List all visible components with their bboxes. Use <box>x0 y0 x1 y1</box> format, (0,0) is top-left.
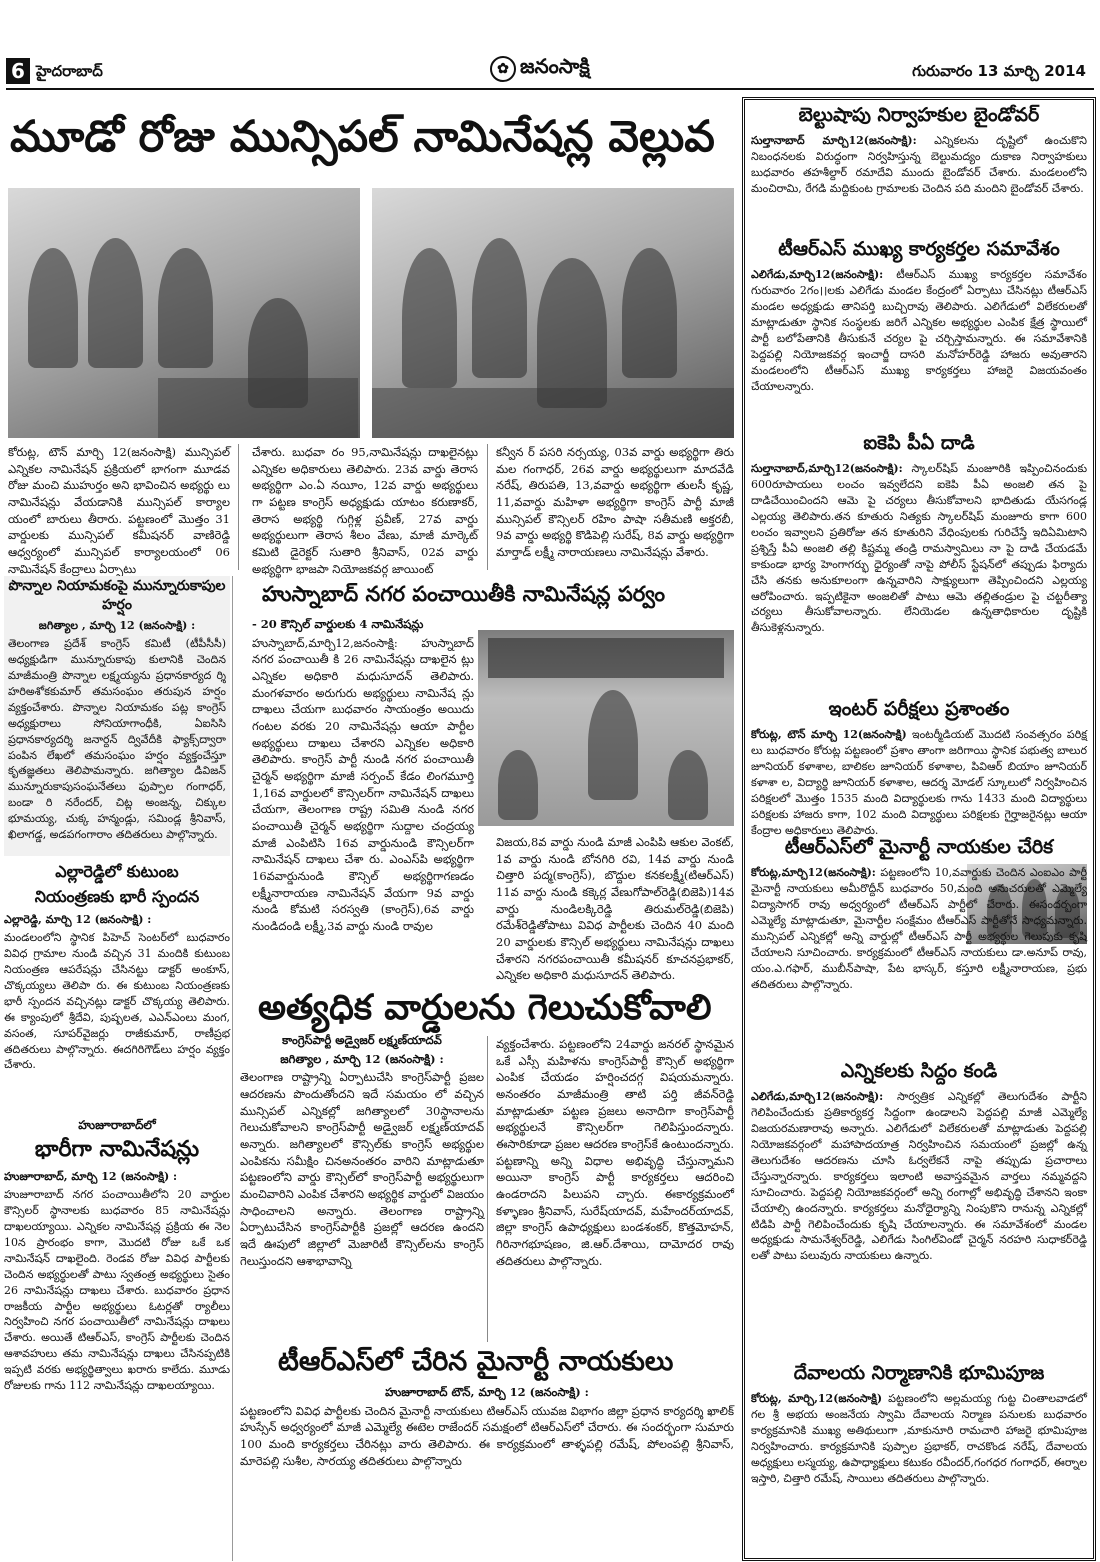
wards-col-1-text: తెలంగాణ రాష్ట్రాన్ని ఏర్పాటుచేసి కాంగ్రెస్‌పార్టీ ప్రజల ఆదరణను పొందుతోందని ఇదే సమయం లో వచ్చిన మున్సిపల్ ఎన్నికల్లో జగిత్యాలలో 30స్థానాలను గెలుచుకోవాలని కాంగ్రెస్‌పార్టీ అడ్వైజర్ లక్ష్మణ్‌యాదవ్ అన్నారు. జగిత్యాలలో కౌన్సిల్‌కు కాంగ్రెస్ అభ్యర్థుల ఎంపికను సమీక్షిం చినఅనంతరం వారిని మాట్లాడుతూ పట్టణంలోని వార్డు కౌన్సిల్‌లో కాంగ్రెస్‌పార్టీ అభ్యర్థులుగా మంచివారిని ఎంపిక చేశారని అభ్యర్థిక వార్డులో విజయం సాధించాలని అన్నారు. తెలంగాణ రాష్ట్రాన్ని ఏర్పాటుచేసిన కాంగ్రెస్‌పార్టీకి ప్రజల్లో ఆదరణ ఉందని ఇదే ఊపులో జిల్లాలో మెజారిటీ కౌన్సిల్‌లను కాంగ్రెస్ గెలుస్తుందని ఆశాభావాన్ని <box>240 1070 484 1268</box>
lead-col-1 <box>8 444 230 576</box>
ellareddy-dateline: ఎల్లారెడ్డి, మార్చి 12 (జనంసాక్షి) : <box>4 913 152 926</box>
huzurabad-article <box>4 1118 230 1558</box>
page-header <box>0 0 1100 92</box>
husnabad-col-1-text: హుస్నాబాద్,మార్చి12,జనంసాక్షి: హుస్నాబాద్ నగర పంచాయితీ కి 26 నామినేషన్లు దాఖలైన ట్లు ఎన్నికల అధికారి మధుసూదన్ తెలిపారు. మంగళవారం అరుగురు అభ్యర్థులు నామినేష న్లు దాఖలు చేయగా బుధవారం సాయంత్రం అయిదు గంటల వరకు 20 నామినేషన్లు ఆయా పార్టీల అభ్యర్థులు దాఖలు చేశారని ఎన్నికల అధికారి తెలిపారు. కాంగ్రెస్ పార్టీ నుండి నగర పంచాయితీ చైర్మన్ అభ్యర్థిగా మాజీ సర్పంచ్ కేడం లింగమూర్తి 1,16వ వార్డులలో కౌన్సిలర్‌గా నామినేషన్ దాఖలు చేయగా, తెలంగాణ రాష్ట్ర సమితి నుండి నగర పంచాయితీ చైర్మన్ అభ్యర్థిగా సుద్దాల చంద్రయ్య మాజీ ఎంపిటిసి 16వ వార్డునుండి కౌన్సిలర్‌గా నామినేషన్ దాఖలు చేశా రు. ఎంఎస్‌పి అభ్యర్థిగా 16వవార్డునుండి కౌన్సిల్ అభ్యర్థిగాగణడం లక్ష్మీనారాయణ నామినేషన్ వేయగా 9వ వార్డు నుండి కోమటి సరస్వతి (కాంగ్రెస్),6వ వార్డు నుండిదండి లక్ష్మీ,3వ వార్డు నుండి రావుల <box>252 635 474 934</box>
right-article-3-dateline: సుల్తానాబాద్,మార్చి12(జనంసాక్షి): <box>751 462 903 475</box>
lead-col-1-text: కోరుట్ల, టౌన్ మార్చి 12(జనంసాక్షి) మున్సిపల్ ఎన్నికల నామినేషన్ ప్రక్రియలో భాగంగా మూడవ రోజు మంచి ముహుర్తం అని భావించిన అభ్యర్థు లు నామినేషన్లు వేయడానికి మున్సిపల్ కార్యాల యంలో బారులు తీరారు. పట్టణంలో మొత్తం 31 వార్డులకు మున్సిపల్ కమీషనర్ వాణిరెడ్డి ఆధ్వర్యంలో మున్సిపల్ కార్యాలయంలో 06 నామినేషన్ కేంద్రాలు ఏర్పాటు <box>8 445 230 576</box>
column-rule <box>487 444 488 570</box>
minority-headline: టీఆర్ఎస్‌లో చేరిన మైనార్టీ నాయకులు <box>278 1346 674 1377</box>
wards-dateline: జగిత్యాల , మార్చి 12 (జనంసాక్షి) : <box>280 1051 444 1066</box>
huzurabad-dateline: హుజూరాబాద్, మార్చి 12 (జనంసాక్షి) : <box>4 1170 178 1183</box>
right-article-4-body: ఇంటర్మీడియట్ మొదటి సంవత్సరం పరిక్ష లు బుధవారం కోరుట్ల పట్టణంలో ప్రశాం తాంగా జరిగాయి స్థానిక పభుత్వ బాలుర జూనియర్ కళాశాల, బాలికల జూనియర్ కళాశాల, పివిఆర్ బియాం జూనియర్ కళాశా ల, విద్యార్థి జూనియర్ కళాశాల, ఆదర్శ మోడల్ స్కూలులో నిర్వహించిన పరిక్షలలో మొత్తం 1535 మంది విద్యార్థులకు గాను 1433 మంది విద్యార్థులు పరిక్షలకు హాజరు కాగా, 102 మంది విద్యార్థులు పరిక్షలకు గైర్హాజరైనట్లు ఆయా కేంద్రాల అధికారులు తెలిపారు. <box>751 728 1087 837</box>
right-article-3-headline: ఐకెపి పీఏ దాడి <box>863 432 975 454</box>
ellareddy-headline-1: ఎల్లారెడ్డిలో కుటుంబ <box>55 862 179 881</box>
lead-col-3-text: కన్వీన ర్ పసరి నర్సయ్య, 03వ వార్డు అభ్యర్థిగా తిరు మల గంగాధర్, 26వ వార్డు అభ్యర్థులుగా మాదవేడి నరేష్, తిరుపతి, 13,వవార్డు అభ్యర్థిగా తులసీ కృష్ణ, 11,వవార్డు మహిళా అభ్యర్థిగా కాంగ్రెస్ పార్టీ మాజీ మున్సిపల్ కౌన్సిలర్ రహిం పాషా సతీమణి అక్తరబీ, 9వ వార్డు అభ్యర్థి కొడిపెల్లి సురేష్, 8వ వార్డు అభ్యర్థిగా మార్తాడ్ లక్ష్మీ నారాయణలు నామినేషన్లు వేశారు. <box>496 445 734 560</box>
lead-photo-2 <box>372 188 734 438</box>
ellareddy-body: మండలంలోని స్థానిక పిహెచ్ సెంటర్‌లో బుధవారం వివిధ గ్రామాల నుండి వచ్చిన 31 మందికి కుటుంబ నియంత్రణ ఆపరేషన్లు చేసినట్టు డాక్టర్ అంకూస్, చొక్కయ్యలు తెలిపా రు. ఈ కుటుంబ నియంత్రణకు భారీ స్పందన వచ్చినట్లు డాక్టర్ చొక్కయ్య తెలిపారు. ఈ క్యాంపులో శ్రీదేవి, పుష్పలత, ఎఎన్ఎంలు మంగ, వసంత, సూపర్‌వైజర్లు రాజీకుమార్, రాణీప్రభ తదితరులు పాల్గొన్నారు. ఈదగిరిగౌడ్‌లు హర్షం వ్యక్తం చేశారు. <box>4 930 230 1072</box>
wards-col-1 <box>240 1032 484 1342</box>
lead-col-3 <box>496 444 734 570</box>
ponnala-article <box>4 576 230 856</box>
lead-headline: మూడో రోజు మున్సిపల్ నామినేషన్ల వెల్లువ <box>10 112 715 162</box>
wards-col-2-text: వ్యక్తంచేశారు. పట్టణంలోని 24వార్డు జనరల్ స్థానమైన ఒకే ఎస్సీ మహిళను కాంగ్రెస్‌పార్టీ కౌన్సిల్ అభ్యర్థిగా ఎంపిక చేయడం హర్షించదగ్గ విషయమన్నారు. అనంతరం మాజీమంత్రి తాటి పర్తి జీవన్‌రెడ్డి మాట్లాడుతూ పట్టణ ప్రజలు అనాదిగా కాంగ్రెస్‌పార్టీ అభ్యర్థులనే కౌన్సిలర్‌గా గెలిపిస్తుందన్నారు. ఈసారికూడా ప్రజల ఆదరణ కాంగ్రెస్‌కే ఉంటుందన్నారు. పట్టణాన్ని అన్ని విధాల అభివృద్ధి చేస్తున్నామని అయినా కాంగ్రెస్ పార్టీ కార్యకర్తలు ఆదరించి ఉండరాదని పిలుపని చ్చారు. ఈకార్యక్రమంలో కళ్ళాణం శ్రీనివాస్, సురేష్‌యాదవ్, మహేందర్‌యాదవ్, జిల్లా కాంగ్రెస్ ఉపాధ్యక్షులు బండశంకర్, కొత్తమోహన్, గిరినాగభూషణం, జి.ఆర్.దేశాయి, దామోదర రావు తదితరులు పాల్గొన్నారు. <box>496 1037 734 1268</box>
right-article-4-headline: ఇంటర్ పరీక్షలు ప్రశాంతం <box>828 698 1010 720</box>
header-rule <box>6 88 1094 90</box>
right-article-3-body: స్కాలర్‌షిప్ మంజూరికి ఇప్పించినందుకు 600రూపాయలు లంచం ఇవ్వలేదని ఐకెపి పీఏ అంజలి తన పై దాడిచేయించిందని ఆమె పై చర్యలు తీసుకోవాలని భాదితుడు యేసగండ్ల ఎల్లయ్య తెలిపారు.తన కూతురు నిత్యకు స్కాలర్‌షిప్ మంజూరు కాగా 600 లంచం ఇవ్వాలని ప్రతిరోజు తన కూతురిని వేధింపులకు గురిచేస్తే ఇదిఏమిటాని ప్రశ్నిస్తే పీఏ అంజలి తల్లి కిష్టమ్మ తండ్రి రామస్వామిలు నా పై దాడి చేయడమే కాకుండా భార్య హెంగాగర్భు ధైర్యంతో నాపై పోలీస్ స్టేషన్‌లో తప్పుడు ఫిర్యాదు చేసి తనకు అనుకూలంగా ఉన్నవారిని సాక్ష్యులుగా తెప్పించిందని ఎల్లయ్య ఆరోపించారు. ఇప్పటికైనా అంజలితో పాటు ఆమె తల్లితండ్రుల పై చట్టరీత్యా చర్యలు తీసుకోవాలన్నారు. లేనియెడల ఉన్నతాధికారుల దృష్టికి తీసుకెళ్లనున్నారు. <box>751 462 1087 635</box>
husnabad-headline: హుస్నాబాద్ నగర పంచాయితీకి నామినేషన్ల పర్వం <box>262 582 666 606</box>
right-article-6-headline: ఎన్నికలకు సిద్దం కండి <box>840 1060 998 1082</box>
right-article-4 <box>751 696 1087 837</box>
right-article-6 <box>751 1058 1087 1360</box>
husnabad-subhead: - 20 కౌన్సిల్ వార్డులకు 4 నామినేషన్లు <box>252 617 424 631</box>
right-article-7 <box>751 1360 1087 1556</box>
huzurabad-headline: భారీగా నామినేషన్లు <box>34 1137 200 1162</box>
column-rule <box>238 444 239 570</box>
right-article-3 <box>751 430 1087 694</box>
husnabad-col-2 <box>496 834 734 983</box>
lotus-logo-icon: ✿ <box>490 56 516 82</box>
minority-body-block <box>240 1384 734 1558</box>
right-article-7-body: పట్టణంలోని అల్లమయ్య గుట్ట చింతాలవాడలో గల శ్రీ అభయ అంజనేయ స్వామి దేవాలయ నిర్మాణ పనులకు బుధవారం కార్యక్రమానికి ముఖ్య అతిథులుగా ,మాకునూరి రామచారి హాజరై భూమిపూజ నిర్వహించారు. కార్యక్రమానికి పుప్పాల ప్రభాకర్, రాచకొండ నరేష్, దేవాలయ అధ్యక్షులు లస్మయ్య, ఉపాధ్యాక్షులు కటుకం రవీందర్,గంగధర గంగాధర్, ఈర్నాల ఇస్తారి, చిత్తారి రమేష్, సాయిలు తదితరులు పాల్గొన్నారు. <box>751 1392 1087 1485</box>
right-article-6-dateline: ఎలిగేడు,మార్చి12(జనంసాక్షి): <box>751 1090 884 1103</box>
right-article-4-dateline: కోరుట్ల, టౌన్ మార్చి 12(జనంసాక్షి) <box>751 728 907 741</box>
masthead <box>490 54 590 83</box>
right-article-1-dateline: సుల్తానాబాద్ మార్చి12(జనంసాక్షి): <box>751 134 917 147</box>
right-article-5-dateline: కోరుట్ల,మార్చి12(జనంసాక్షి): <box>751 866 876 879</box>
right-article-2-dateline: ఎలిగేడు,మార్చి12(జనంసాక్షి): <box>751 268 884 281</box>
right-article-1 <box>751 102 1087 232</box>
right-article-1-body: ఎన్నికలను దృష్టిలో ఉంచుకొని నిబంధనలకు విరుద్ధంగా నిర్వహిస్తున్న బెల్టుమద్యం దుకాణ నిర్వాహకులు బుధవారం తహశీల్దార్ రమాదేవి ముందు బైండోవర్ చేశారు. మండలంలోని మంచిరామి, రేగడి మద్దికుంట గ్రామాలకు చెందిన పది మందిని బైండోవర్ చేశారు. <box>751 134 1087 195</box>
ellareddy-article <box>4 860 230 1118</box>
right-article-6-body: సార్వత్రిక ఎన్నికల్లో తెలుగుదేశం పార్టీని గెలిపించేందుకు ప్రతికార్యకర్త సిద్దంగా ఉండాలని పెద్దపల్లి మాజీ ఎమ్మెల్యే విజయరమణారావు అన్నారు. ఎలిగేడులో విలేకరులతో మాట్లాడుతు పెద్దపల్లి నియోజకవర్గంలో మహాపాదయాత్ర నిర్వహించిన సమయంలో ప్రజల్లో ఉన్న తెలుగుదేశం ఆదరణను చూసి ఓర్వలేకనే నాపై తప్పుడు ప్రచారాలు చేస్తున్నారన్నారు. కార్యకర్తలు ఇలాంటి అవాస్తవమైన వార్తలు నమ్మవద్దని సూచించారు. పెద్దపల్లి నియోజకవర్గంలో అన్ని రంగాల్లో అభివృద్ధి చేశానని ఇంకా చేయాల్సి ఉందన్నారు. కార్యకర్తలు మనోధైర్యాన్ని నింపుకొని రానున్న ఎన్నికల్లో టిడిపి పార్టీ గెలిపించేందుకు కృషి చేయాలన్నారు. ఈ సమావేశంలో మండల అధ్యక్షుడు సామనేశ్వర్‌రెడ్డి, ఎలిగేడు సింగిల్‌విండో చైర్మన్ నరహరి సుధాకర్‌రెడ్డి లతో పాటు పలువురు నాయకులు ఉన్నారు. <box>751 1090 1088 1263</box>
issue-date: గురువారం 13 మార్చి 2014 <box>912 62 1086 80</box>
right-article-1-headline: బెల్టుషాపు నిర్వాహకుల బైండోవర్ <box>798 104 1040 126</box>
right-article-7-headline: దేవాలయ నిర్మాణానికి భూమిపూజ <box>793 1362 1045 1384</box>
wards-byline: కాంగ్రెస్‌పార్టీ అడ్వైజర్ లక్ష్మణ్‌యాదవ్ <box>282 1033 442 1047</box>
huzurabad-body: హుజూరాబాద్ నగర పంచాయితీలోని 20 వార్డుల కౌన్సిలర్ స్థానాలకు బుధవారం 85 నామినేషన్లు దాఖలయ్యాయి. ఎన్నికల నామినేషన్ల ప్రక్రియ ఈ నెల 10న ప్రారంభం కాగా, మొదటి రోజు ఒకే ఒక నామినేషన్ దాఖలైంది. రెండవ రోజు వివిధ పార్టీలకు చెందిన అభ్యర్థులతో పాటు స్వతంత్ర అభ్యర్థులు సైతం 26 నామినేషన్లు దాఖలు చేశారు. బుధవారం ప్రధాన రాజకీయ పార్టీల అభ్యర్థులు ఓటర్లతో ర్యాలీలు నిర్వహించి నగర పంచాయితీలో నామినేషన్లు దాఖలు చేశారు. అయితే టిఆర్ఎస్, కాంగ్రెస్ పార్టీలకు చెందిన ఆశావహులు తమ నామినేషన్లు దాఖలు చేసినప్పటికి ఇప్పటి వరకు అభ్యర్థిత్వాలు ఖరారు కాలేదు. మూడు రోజులకు గాను 112 నామినేషన్లు దాఖలయ్యాయి. <box>4 1187 230 1393</box>
city-label: హైదరాబాద్ <box>36 62 103 80</box>
right-article-5 <box>751 834 1087 1054</box>
husnabad-photo <box>478 630 734 826</box>
ponnala-headline: పొన్నాల నియామకంపై మున్నూరుకాపుల హర్షం <box>8 578 226 613</box>
huzurabad-kicker: హుజూరాబాద్‌లో <box>78 1118 156 1132</box>
right-article-5-body: పట్టణంలోని 10,వవార్డుకు చెందిన ఎంఐఎం పార్టీ మైనార్టీ నాయకులు అమీరొద్దీన్ బుధవారం 50,మంది అనుచరులతో ఎమ్మెల్యే విద్యాసాగర్ రావు అధ్వర్యంలో టీఆర్ఎస్ పార్టీలో చేరారు. ఈసందర్బంగా ఎమ్మెల్యే మాట్లాడుతూ, మైనార్టీల సంక్షేమం టీఆర్ఎస్ పార్టీతోనే సాధ్యమన్నారు. మున్సిపల్ ఎన్నికల్లో అన్ని వార్డుల్లో టీఆర్ఎస్ పార్టీ అభ్యర్థుల గెలుపుకు కృషి చేయాలని సూచించారు. కార్యక్రమంలో టీఆర్ఎస్ నాయకులు డా.అనూప్ రావు, యం.ఎ.గఫార్, ముబీన్‌పాషా, పేట భాస్కర్, కస్తూరి లక్ష్మీనారాయణ, ప్రభు తదితరులు పాల్గొన్నారు. <box>751 866 1088 991</box>
lead-photo-1 <box>8 188 360 438</box>
wards-headline: అత్యధిక వార్డులను గెలుచుకోవాలి <box>258 988 712 1028</box>
minority-body: పట్టణంలోని వివిధ పార్టీలకు చెందిన మైనార్టీ నాయకులు టిఆర్ఎస్ యువజ విభాగం జిల్లా ప్రధాన కార్యదర్శి ఖాలిక్ హుస్సేన్ అధ్వర్యంలో మాజీ ఎమ్మెల్యే ఈటెల రాజేందర్ సమక్షంలో టిఆర్ఎస్‌లో చేరారు. ఈ సందర్భంగా సుమారు 100 మంది కార్యకర్తలు చేరినట్లు వారు తెలిపారు. ఈ కార్యక్రమంలో తాళ్ళపల్లి రమేష్, పోలంపల్లి శ్రీనివాస్, మారెపల్లి సుశీల, సారయ్య తదితరులు పాల్గొన్నారు <box>240 1403 734 1468</box>
right-article-7-dateline: కోరుట్ల, మార్చి,12(జనంసాక్షి) <box>751 1392 883 1405</box>
page-number: 6 <box>6 58 30 84</box>
lead-col-2-text: చేశారు. బుధవా రం 95,నామినేషన్లు దాఖలైనట్లు ఎన్నికల అధికారులు తెలిపారు. 23వ వార్డు తెరాస అభ్యర్థిగా ఎం.ఏ నయీం, 12వ వార్డు అభ్యర్థులు గా పట్టణ కాంగ్రెస్ అధ్యక్షుడు యాటం కరుణాకర్, తెరాస అభ్యర్థి గుగ్గిళ్ల ప్రవీణ్, 27వ వార్డు అభ్యర్థులుగా తెరాస శీలం వేణు, మాజీ మార్కెట్ కమిటి డైరెక్టర్ సుతారి శ్రీనివాస్, 02వ వార్డు అభ్యర్థిగా భాజపా నియోజకవర్గ జాయింట్ <box>252 445 478 576</box>
right-article-2-body: టీఆర్ఎస్ ముఖ్య కార్యకర్తల సమావేశం గురువారం 2గం।।లకు ఎలిగేడు మండల కేంద్రంలో ఏర్పాటు చేసినట్లు టీఆర్ఎస్ మండల అధ్యక్షుడు తానిపర్తి బుచ్చిరావు తెలిపారు. ఎలిగేడులో విలేకరులతో మాట్లాడుతూ స్థానిక సంస్థలకు జరిగే ఎన్నికల అభ్యర్థుల ఎంపిక క్షేత్ర స్థాయిలో పార్టీ బలోపేతానికి తీసుకునే చర్యల పై చర్చిస్తామన్నారు. ఈ సమావేశానికి పెద్దపల్లి నియోజకవర్గ ఇంచార్జీ దాసరి మనోహర్‌రెడ్డి హాజరు అవుతారని మండలంలోని టీఆర్ఎస్ ముఖ్య కార్యకర్తలు హాజరై విజయవంతం చేయాలన్నారు. <box>751 268 1087 393</box>
minority-dateline: హుజూరాబాద్ టౌన్, మార్చి 12 (జనంసాక్షి) : <box>385 1385 589 1399</box>
masthead-title: జనంసాక్షి <box>520 54 590 78</box>
wards-col-2 <box>496 1036 734 1342</box>
right-article-2-headline: టీఆర్ఎస్ ముఖ్య కార్యకర్తల సమావేశం <box>778 238 1060 260</box>
husnabad-col-2-text: విజయ,8వ వార్డు నుండి మాజీ ఎంపిపి ఆకుల వెంకట్, 1వ వార్డు నుండి బోనగిరి రవి, 14వ వార్డు నుండి చిత్తారి పద్మ(కాంగ్రెస్), బొద్దుల కనకలక్ష్మీ(టిఆర్ఎస్) 11వ వార్డు నుండి కక్కెర్ల వేణుగోపాల్‌రెడ్డి(బిజెపి)14వ వార్డు నుండిలక్కిరెడ్డి తిరుమల్‌రెడ్డి(బిజెపి) రమేశ్‌రెడ్డితోపాటు వివిధ పార్టీలకు చెందిన 40 మంది 20 వార్డులకు కౌన్సిల్ అభ్యర్థులు నామినేషన్లు దాఖలు చేశారని నగరపంచాయితీ కమీషనర్ కూచనప్రభాకర్, ఎన్నికల అధికారి మధుసూదన్ తెలిపారు. <box>496 835 734 983</box>
right-column-box <box>742 97 1096 1561</box>
ellareddy-headline-2: నియంత్రణకు భారీ స్పందన <box>34 887 200 906</box>
right-article-5-headline: టీఆర్ఎస్‌లో మైనార్టీ నాయకుల చేరిక <box>784 836 1054 858</box>
ponnala-body: తెలంగాణ ప్రదేశ్ కాంగ్రెస్ కమిటీ (టీపీసీసీ) అధ్యక్షుడిగా మున్నూరుకాపు కులానికి చెందిన మాజీమంత్రి పొన్నాల లక్ష్మయ్యను ప్రధానకార్యద ర్శి హరిఅశోకకుమార్ తమసంఘం తరుపున హర్షం వ్యక్తంచేశారు. పొన్నాల నియామకం పట్ల కాంగ్రెస్ అధ్యక్షురాలు సోనియాగాంధీకి, ఏఐసిసి ప్రధానకార్యదర్శి జనార్దన్ ద్వివేదీకి ఫ్యాక్స్‌ద్వారా పంపిన లేఖలో తమసంఘం హర్షం వ్యక్తంచేస్తూ కృతజ్ఞతలు తెలిపామన్నారు. జగిత్యాల డివిజన్ మున్నూరుకాపుసంఘనేతలు ఫుప్పాల గంగాధర్, బండా రి నరేందర్, చిట్ల అంజన్న, చిక్కుల భూమయ్య, చుక్క హన్మండ్లు, సమిండ్ల శ్రీనివాస్, ఖిలాగడ్డ, అడపగంగారాం తదితరులు పాల్గొన్నారు. <box>8 636 226 842</box>
lead-col-2 <box>252 444 478 576</box>
husnabad-col-1 <box>252 616 474 970</box>
column-rule <box>487 1036 488 1342</box>
ponnala-dateline: జగిత్యాల , మార్చి 12 (జనంసాక్షి) : <box>38 619 196 632</box>
